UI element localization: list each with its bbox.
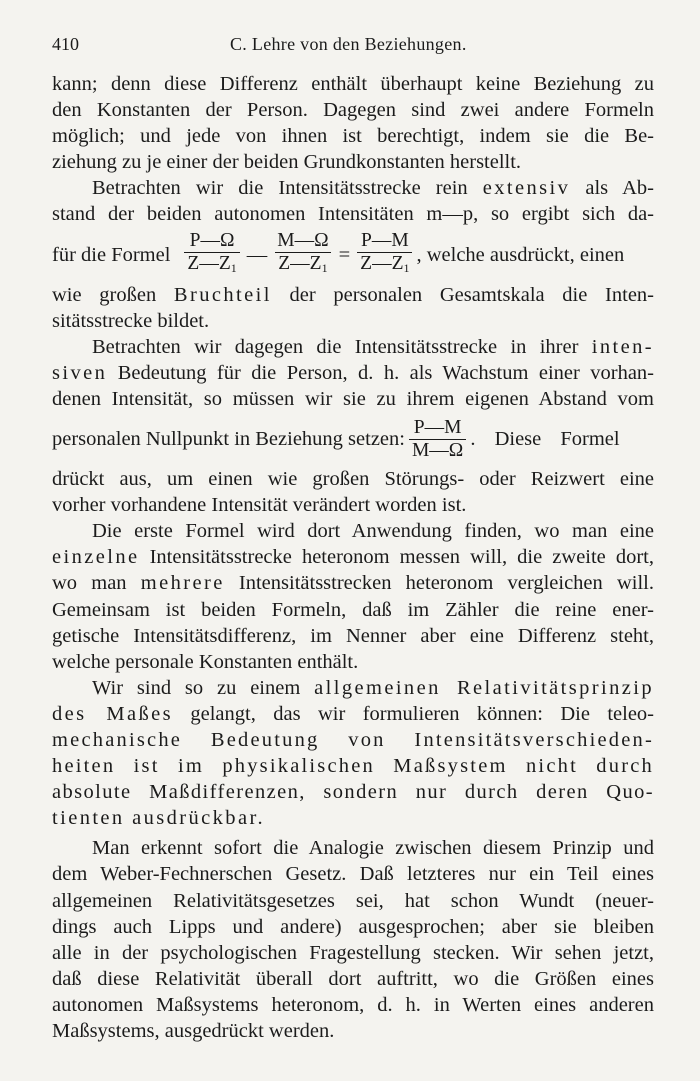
paragraph-2 [52, 175, 654, 333]
text-line: Man erkennt sofort die Analogie zwischen diesem Prinzip und [92, 837, 654, 860]
text-line: welche personale Konstanten enthält. [52, 650, 359, 673]
formula-line-1: für die Formel $\frac{P—\Omega}{Z—Z_1}$ — $\frac{M—\Omega}{Z—Z_1}$ = $\frac{P—M}{Z—Z_1}$ , welche ausdrückt, einen [52, 228, 654, 282]
text-line: ziehung zu je einer der beiden Grundkonstanten herstellt. [52, 151, 522, 174]
running-head: C. Lehre von den Beziehungen. [230, 34, 467, 54]
spaced-emphasis: extensiv [482, 177, 571, 200]
text-line: drückt aus, um einen wie großen Störungs- oder Reizwert eine [52, 468, 654, 491]
text-line: Betrachten wir dagegen die Intensitätsstrecke in ihrer inten- [92, 335, 654, 358]
formula-line-2: personalen Nullpunkt in Beziehung setzen: $\frac{P—M}{M—\Omega}$ . Diese Formel [52, 416, 620, 461]
spaced-emphasis: siven [52, 361, 108, 384]
spaced-emphasis: des Maßes [52, 702, 173, 725]
text-line: wie großen Bruchteil der personalen Gesamtskala die Inten- [52, 283, 654, 306]
text-line: Maßsystems, ausgedrückt werden. [52, 1020, 335, 1042]
text-line: tienten ausdrückbar. [52, 807, 266, 830]
text-line: dem Weber-Fechnerschen Gesetz. Daß letzteres nur ein Teil eines [52, 863, 654, 886]
text-line: vorher vorhandene Intensität verändert worden ist. [52, 494, 467, 517]
text-line: alle in der psychologischen Fragestellung stecken. Wir sehen jetzt, [52, 941, 654, 964]
paragraph-5 [52, 675, 654, 832]
text-line: des Maßes gelangt, das wir formulieren können: Die teleo- [52, 702, 654, 725]
text-line: den Konstanten der Person. Dagegen sind zwei andere Formeln [52, 99, 654, 122]
spaced-emphasis: mehrere [140, 572, 225, 595]
paragraph-3 [52, 334, 654, 518]
text-line: möglich; und jede von ihnen ist berechtigt, indem sie die Be- [52, 125, 654, 148]
fraction: $\frac{P—M}{M—\Omega}$ [409, 417, 466, 462]
text-line: Die erste Formel wird dort Anwendung finden, wo man eine [92, 520, 654, 543]
text-line: siven Bedeutung für die Person, d. h. als Wachstum einer vorhan- [52, 361, 654, 384]
fraction: $\frac{M—\Omega}{Z—Z_1}$ [274, 230, 331, 279]
text-line: getische Intensitätsdifferenz, im Nenner aber eine Differenz steht, [52, 624, 654, 647]
page-number: 410 [52, 34, 79, 54]
paragraph-1 [52, 71, 654, 175]
text-line: einzelne Intensitätsstrecke heteronom messen will, die zweite dort, [52, 546, 654, 569]
fraction: $\frac{P—\Omega}{Z—Z_1}$ [184, 230, 239, 279]
text-line: autonomen Maßsystems heteronom, d. h. in Werten eines anderen [52, 993, 654, 1016]
text-line: allgemeinen Relativitätsgesetzes sei, hat schon Wundt (neuer- [52, 889, 654, 912]
page-header [52, 34, 654, 60]
paragraph-6 [52, 835, 654, 1044]
spaced-emphasis: inten- [591, 335, 654, 358]
text-line: denen Intensität, so müssen wir sie zu ihrem eigenen Abstand vom [52, 387, 654, 410]
body-text [52, 71, 654, 1044]
text-line: sitätsstrecke bildet. [52, 309, 210, 332]
text-line: Wir sind so zu einem allgemeinen Relativitätsprinzip [92, 676, 655, 699]
text-line: dings auch Lipps und andere) ausgesprochen; aber sie bleiben [52, 915, 654, 938]
text-line: daß diese Relativität überall dort auftritt, wo die Größen eines [52, 967, 654, 990]
text-line: stand der beiden autonomen Intensitäten m—p, so ergibt sich da- [52, 203, 654, 226]
spaced-emphasis: Bruchteil [173, 283, 272, 306]
text-line: absolute Maßdifferenzen, sondern nur durch deren Quo- [52, 781, 654, 804]
text-line: mechanische Bedeutung von Intensitätsverschieden- [52, 728, 654, 751]
text-line: kann; denn diese Differenz enthält überhaupt keine Beziehung zu [52, 73, 654, 95]
text-line: wo man mehrere Intensitätsstrecken heteronom vergleichen will. [52, 572, 654, 595]
paragraph-4 [52, 518, 654, 675]
spaced-emphasis: allgemeinen Relativitätsprinzip [314, 676, 655, 699]
text-line: Betrachten wir die Intensitätsstrecke rein extensiv als Ab- [92, 177, 654, 200]
spaced-emphasis: einzelne [52, 546, 140, 569]
fraction: $\frac{P—M}{Z—Z_1}$ [357, 230, 412, 279]
text-line: Gemeinsam ist beiden Formeln, daß im Zähler die reine ener- [52, 598, 654, 621]
text-line: heiten ist im physikalischen Maßsystem nicht durch [52, 755, 654, 778]
